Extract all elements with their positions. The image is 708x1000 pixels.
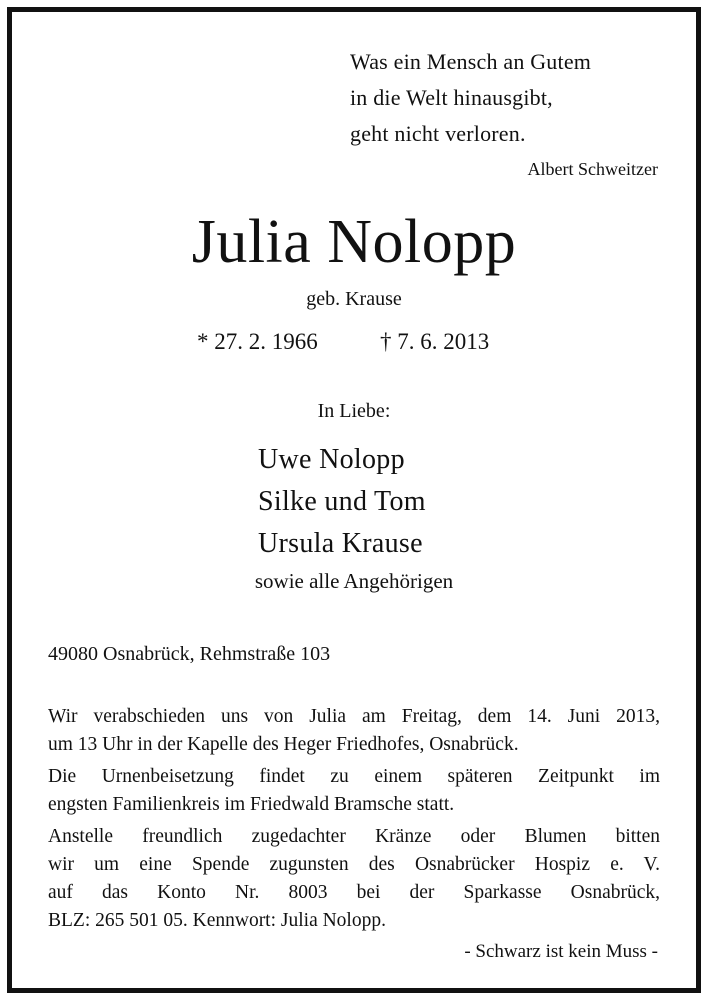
paragraph-line: Anstelle freundlich zugedachter Kränze oder Blumen bitten (48, 826, 660, 847)
burial-info-paragraph (48, 763, 660, 819)
maiden-name: geb. Krause (306, 288, 402, 310)
relatives-line: sowie alle Angehörigen (254, 569, 454, 593)
mourner-name: Silke und Tom (258, 486, 426, 517)
paragraph-line: engsten Familienkreis im Friedwald Bramsche statt. (48, 794, 455, 815)
quote-line: in die Welt hinausgibt, (350, 85, 553, 110)
paragraph-line: auf das Konto Nr. 8003 bei der Sparkasse Osnabrück, (48, 882, 660, 903)
funeral-info-paragraph (48, 703, 660, 759)
mourner-name: Ursula Krause (258, 528, 423, 559)
closing-note: - Schwarz ist kein Muss - (464, 941, 658, 962)
quote-line: Was ein Mensch an Gutem (350, 49, 592, 74)
donation-info-paragraph (48, 823, 660, 935)
mourner-name: Uwe Nolopp (258, 444, 405, 475)
birth-date: * 27. 2. 1966 (197, 329, 318, 354)
paragraph-line: wir um eine Spende zugunsten des Osnabrücker Hospiz e. V. (48, 854, 660, 875)
mourners-label: In Liebe: (317, 400, 391, 422)
paragraph-line: BLZ: 265 501 05. Kennwort: Julia Nolopp. (48, 910, 386, 931)
paragraph-line: Die Urnenbeisetzung findet zu einem späteren Zeitpunkt im (48, 766, 660, 787)
paragraph-line: um 13 Uhr in der Kapelle des Heger Friedhofes, Osnabrück. (48, 734, 519, 755)
paragraph-line: Wir verabschieden uns von Julia am Freitag, dem 14. Juni 2013, (48, 706, 660, 727)
deceased-name: Julia Nolopp (191, 208, 517, 276)
death-date: † 7. 6. 2013 (380, 329, 490, 354)
quote-line: geht nicht verloren. (350, 121, 526, 146)
quote-author: Albert Schweitzer (527, 159, 658, 179)
address: 49080 Osnabrück, Rehmstraße 103 (48, 643, 331, 665)
